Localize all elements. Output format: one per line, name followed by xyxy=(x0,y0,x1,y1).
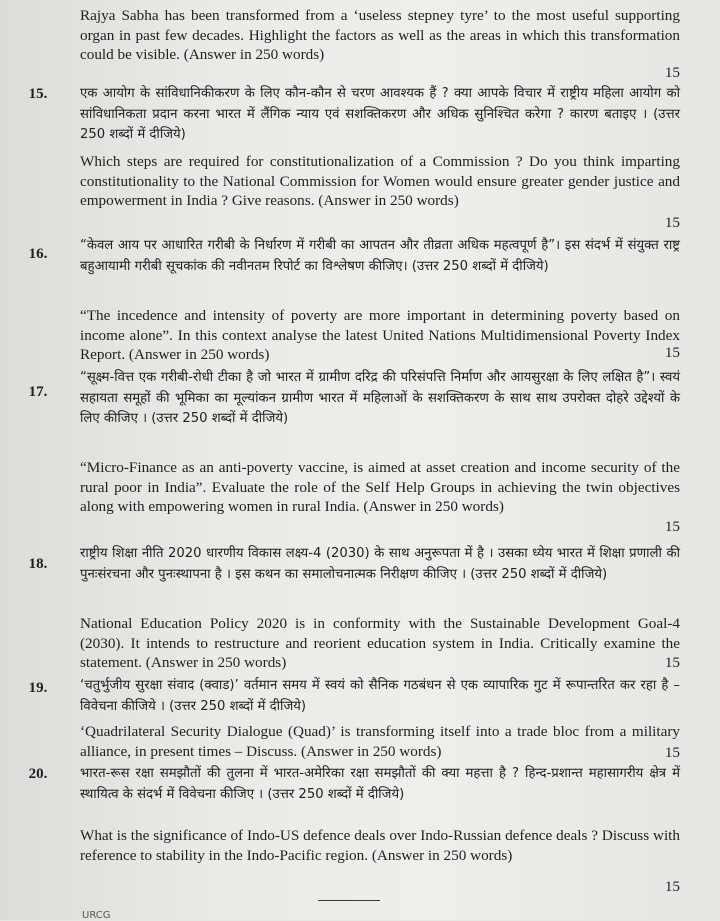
q18-hindi-text: राष्ट्रीय शिक्षा नीति 2020 धारणीय विकास लक्ष्य-4 (2030) के साथ अनुरूपता में है । उसका ध्येय भारत में शिक्षा प्रणाली की पुनःसंरचना और पुनःस्थापना है । इस कथन का समालोचनात्मक निरीक्षण कीजिए । (उत्तर 250 शब्दों में दीजिये) xyxy=(80,546,680,582)
q19-english-text: ‘Quadrilateral Security Dialogue (Quad)’ is transforming itself into a trade bloc from a military alliance, in present times – Discuss. (Answer in 250 words) xyxy=(80,723,680,760)
q20-marks: 15 xyxy=(664,878,680,895)
q19-number: 19. xyxy=(28,680,48,696)
q15-marks: 15 xyxy=(664,214,680,231)
q18-number: 18. xyxy=(28,556,48,572)
q16-number: 16. xyxy=(28,246,48,262)
page-code: URCG xyxy=(82,910,111,921)
q16-marks: 15 xyxy=(664,344,680,361)
q16-hindi-text: “केवल आय पर आधारित गरीबी के निर्धारण में गरीबी का आपतन और तीव्रता अधिक महत्वपूर्ण है”। इस संदर्भ में संयुक्त राष्ट्र बहुआयामी गरीबी सूचकांक की नवीनतम रिपोर्ट का विश्लेषण कीजिए। (उत्तर 250 शब्दों में दीजिये) xyxy=(80,238,680,274)
q14-marks: 15 xyxy=(664,64,680,81)
q17-english-text: “Micro-Finance as an anti-poverty vaccine, is aimed at asset creation and income security of the rural poor in India”. Evaluate the role of the Self Help Groups in achieving the twin objectives along with empowering women in rural India. (Answer in 250 words) xyxy=(80,459,680,515)
q19-hindi-text: ‘चतुर्भुजीय सुरक्षा संवाद (क्वाड)’ वर्तमान समय में स्वयं को सैनिक गठबंधन से एक व्यापारिक गुट में रूपान्तरित कर रहा है – विवेचना कीजिये । (उत्तर 250 शब्दों में दीजिये) xyxy=(80,678,680,714)
q15-english-text: Which steps are required for constitutionalization of a Commission ? Do you think imparting constitutionality to the National Commission for Women would ensure greater gender justice and empowerment in India ? Give reasons. (Answer in 250 words) xyxy=(80,153,680,209)
q20-english-text: What is the significance of Indo-US defence deals over Indo-Russian defence deals ? Discuss with reference to stability in the Indo-Pacific region. (Answer in 250 words) xyxy=(80,827,680,864)
q20-hindi-text: भारत-रूस रक्षा समझौतों की तुलना में भारत-अमेरिका रक्षा समझौतों की क्या महत्ता है ? हिन्द-प्रशान्त महासागरीय क्षेत्र में स्थायित्व के संदर्भ में विवेचना कीजिए । (उत्तर 250 शब्दों में दीजिये) xyxy=(80,766,680,802)
q15-number: 15. xyxy=(28,86,48,102)
end-rule xyxy=(318,900,380,901)
q14-english-text: Rajya Sabha has been transformed from a ‘useless stepney tyre’ to the most useful supporting organ in past few decades. Highlight the factors as well as the areas in which this transformation could be visible. (Answer in 250 words) xyxy=(80,7,680,63)
q17-number: 17. xyxy=(28,384,48,400)
q18-marks: 15 xyxy=(664,654,680,671)
q19-marks: 15 xyxy=(664,744,680,761)
q16-english-text: “The incedence and intensity of poverty are more important in determining poverty based on income alone”. In this context analyse the latest United Nations Multidimensional Poverty Index Report. (Answer in 250 words) xyxy=(80,307,680,363)
q17-hindi-text: “सूक्ष्म-वित्त एक गरीबी-रोधी टीका है जो भारत में ग्रामीण दरिद्र की परिसंपत्ति निर्माण और आयसुरक्षा के लिए लक्षित है”। स्वयं सहायता समूहों की भूमिका का मूल्यांकन ग्रामीण भारत में महिलाओं के सशक्तिकरण के साथ साथ उपरोक्त दोहरे उद्देश्यों के लिए कीजिए । (उत्तर 250 शब्दों में दीजिये) xyxy=(80,370,680,426)
q15-hindi-text: एक आयोग के सांविधानिकीकरण के लिए कौन-कौन से चरण आवश्यक हैं ? क्या आपके विचार में राष्ट्रीय महिला आयोग को सांविधानिकता प्रदान करना भारत में लैंगिक न्याय एवं सशक्तिकरण और अधिक सुनिश्चित करेगा ? कारण बताइए । (उत्तर 250 शब्दों में दीजिये) xyxy=(80,86,680,142)
q20-number: 20. xyxy=(28,766,48,782)
q18-english-text: National Education Policy 2020 is in conformity with the Sustainable Development Goal-4 (2030). It intends to restructure and reorient education system in India. Critically examine the statement. (Answer in 250 words) xyxy=(80,615,680,671)
q17-marks: 15 xyxy=(664,518,680,535)
